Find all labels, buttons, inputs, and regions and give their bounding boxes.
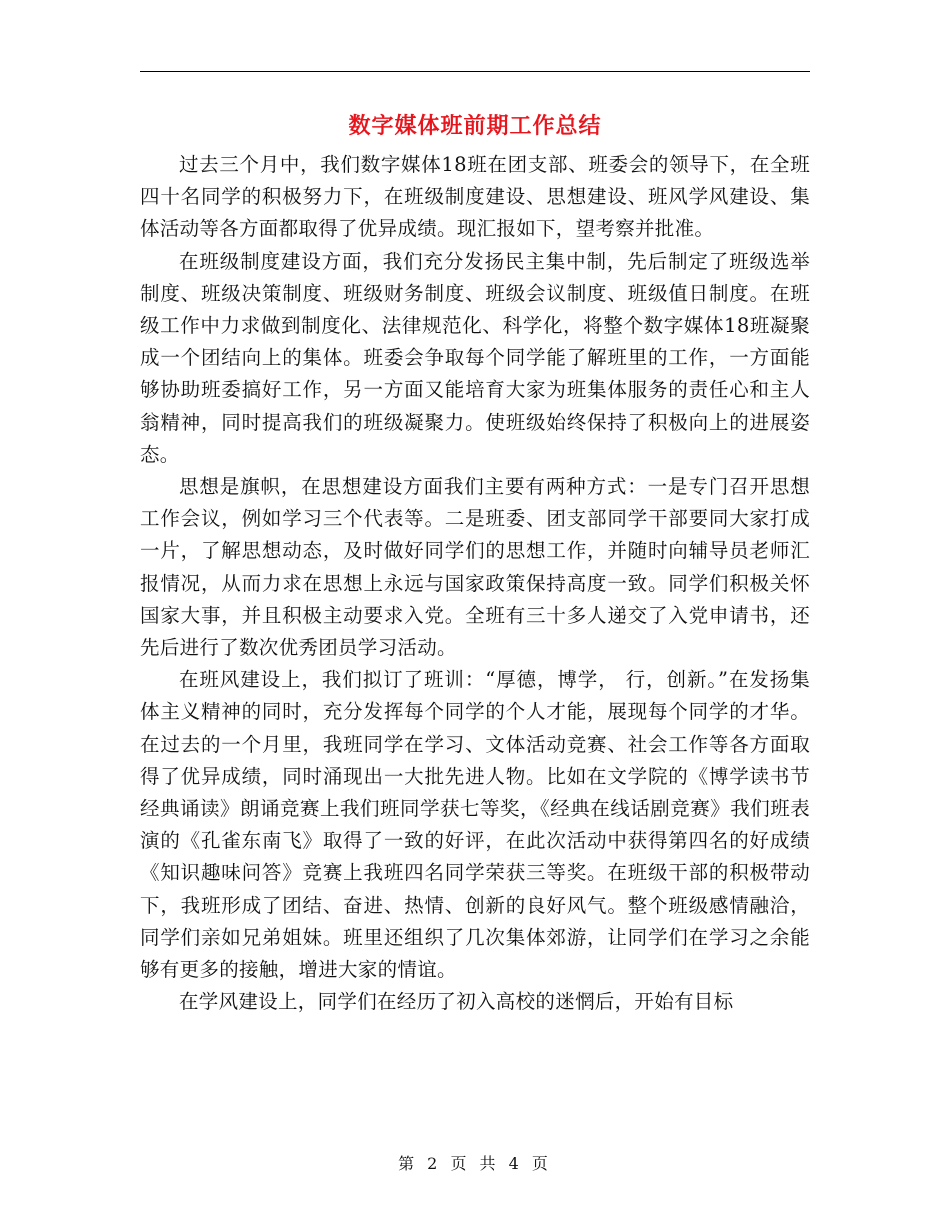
paragraph-study-style: 在学风建设上，同学们在经历了初入高校的迷惘后，开始有目标 — [179, 990, 734, 1014]
paragraph-system-building: 在班级制度建设方面，我们充分发扬民主集中制，先后制定了班级选举制度、班级决策制度、班级财务制度、班级会议制度、班级值日制度。在班级工作中力求做到制度化、法律规范化、科学化，将整个数字媒体18班凝聚成一个团结向上的集体。班委会争取每个同学能了解班里的工作，一方面能够协助班委搞好工作，另一方面又能培育大家为班集体服务的责任心和主人翁精神，同时提高我们的班级凝聚力。使班级始终保持了积极向上的进展姿态。 — [140, 249, 810, 466]
document-title: 数字媒体班前期工作总结 — [348, 113, 602, 139]
document-body — [140, 149, 810, 1018]
paragraph-ideology-building: 思想是旗帜，在思想建设方面我们主要有两种方式：一是专门召开思想工作会议，例如学习三个代表等。二是班委、团支部同学干部要同大家打成一片，了解思想动态，及时做好同学们的思想工作，并随时向辅导员老师汇报情况，从而力求在思想上永远与国家政策保持高度一致。同学们积极关怀国家大事，并且积极主动要求入党。全班有三十多人递交了入党申请书，还先后进行了数次优秀团员学习活动。 — [140, 475, 810, 660]
page-number-footer: 第 2 页 共 4 页 — [398, 1154, 552, 1173]
header-rule — [140, 71, 810, 72]
paragraph-class-spirit: 在班风建设上，我们拟订了班训：“厚德，博学， 行，创新。”在发扬集体主义精神的同时，充分发挥每个同学的个人才能，展现每个同学的才华。在过去的一个月里，我班同学在学习、文体活动竞赛、社会工作等各方面取得了优异成绩，同时涌现出一大批先进人物。比如在文学院的《博学读书节经典诵读》朗诵竞赛上我们班同学获七等奖，《经典在线话剧竞赛》我们班表演的《孔雀东南飞》取得了一致的好评，在此次活动中获得第四名的好成绩《知识趣味问答》竞赛上我班四名同学荣获三等奖。在班级干部的积极带动下，我班形成了团结、奋进、热情、创新的良好风气。整个班级感情融洽，同学们亲如兄弟姐妹。班里还组织了几次集体郊游，让同学们在学习之余能够有更多的接触，增进大家的情谊。 — [140, 668, 810, 982]
paragraph-intro: 过去三个月中，我们数字媒体18班在团支部、班委会的领导下，在全班四十名同学的积极努力下，在班级制度建设、思想建设、班风学风建设、集体活动等各方面都取得了优异成绩。现汇报如下，望考察并批准。 — [140, 153, 810, 241]
